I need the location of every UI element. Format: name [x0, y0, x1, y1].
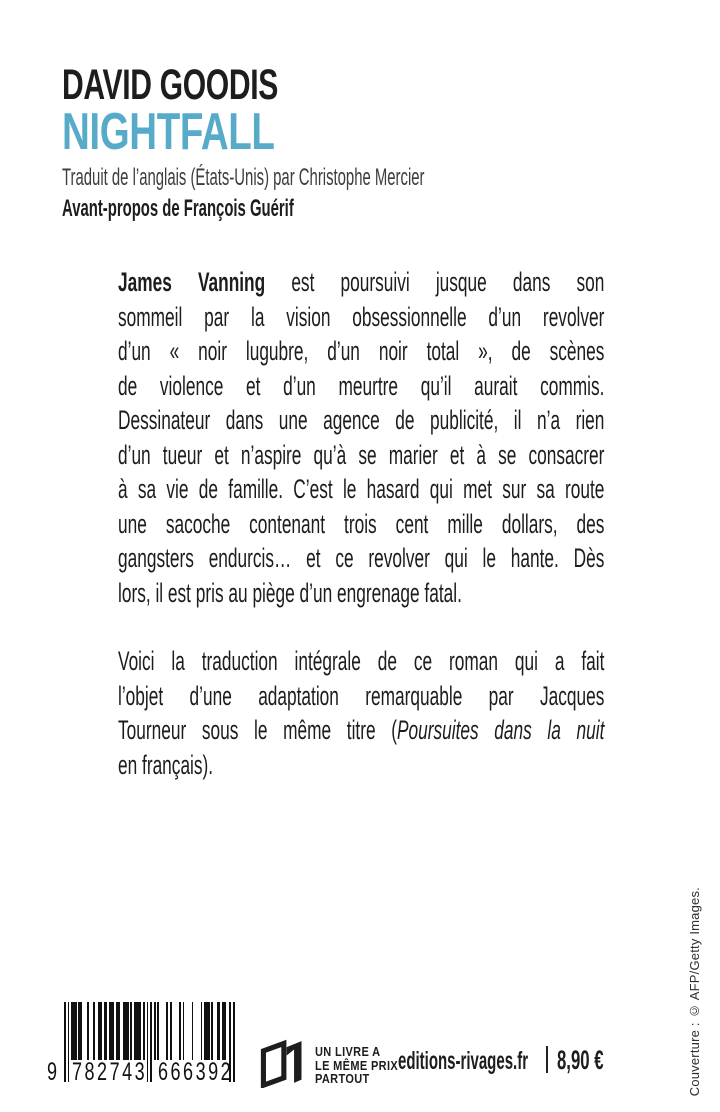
author-name: DAVID GOODIS: [62, 61, 279, 109]
synopsis-line: d’un « noir lugubre, d’un noir total », de scènes: [118, 336, 605, 366]
synopsis-line: l’objet d’une adaptation remarquable par Jacques: [118, 680, 605, 711]
synopsis-line: Dessinateur dans une agence de publicité, il n’a rien: [118, 405, 605, 435]
foreword-credit: Avant-propos de François Guérif: [62, 195, 294, 222]
synopsis-line: lors, il est pris au piège d’un engrenage fatal.: [118, 577, 462, 608]
logo-text-line-2: LE MÊME PRIX: [315, 1058, 399, 1073]
publisher-website: editions-rivages.fr: [398, 1047, 529, 1075]
synopsis-line: Tourneur sous le même titre (Poursuites dans la nuit: [118, 715, 605, 745]
cover-photo-credit: Couverture : © AFP/Getty Images.: [687, 886, 702, 1096]
barcode-digits-left: 782743: [72, 1058, 148, 1086]
synopsis-line: en français).: [118, 749, 214, 780]
single-price-logo-text: [315, 1046, 398, 1088]
translation-credit: Traduit de l’anglais (États-Unis) par Christophe Mercier: [62, 164, 425, 191]
open-book-icon: [256, 1036, 308, 1088]
book-price: 8,90 €: [557, 1045, 604, 1075]
synopsis-line: gangsters endurcis… et ce revolver qui le hante. Dès: [118, 543, 605, 573]
synopsis-line: James Vanning est poursuivi jusque dans son: [118, 267, 605, 297]
synopsis-line: d’un tueur et n’aspire qu’à se marier et à se consacrer: [118, 439, 605, 470]
book-title: NIGHTFALL: [62, 103, 275, 161]
logo-text-line-3: PARTOUT: [315, 1072, 370, 1086]
synopsis-line: une sacoche contenant trois cent mille dollars, des: [118, 508, 605, 539]
synopsis: [118, 265, 604, 782]
barcode-digit-first: 9: [47, 1058, 58, 1086]
synopsis-line: Voici la traduction intégrale de ce roman qui a fait: [118, 646, 605, 676]
synopsis-line: de violence et d’un meurtre qu’il aurait commis.: [118, 370, 605, 401]
barcode-digits-right: 666392: [158, 1058, 234, 1086]
divider-line: [546, 1046, 548, 1073]
synopsis-paragraph-1: [118, 265, 604, 610]
logo-text-line-1: UN LIVRE A: [315, 1045, 381, 1059]
ean13-barcode: [47, 1002, 235, 1090]
synopsis-line: sommeil par la vision obsessionnelle d’un revolver: [118, 301, 605, 332]
synopsis-line: à sa vie de famille. C’est le hasard qui met sur sa route: [118, 474, 605, 504]
synopsis-paragraph-2: [118, 644, 604, 782]
single-price-logo: [256, 1036, 409, 1088]
